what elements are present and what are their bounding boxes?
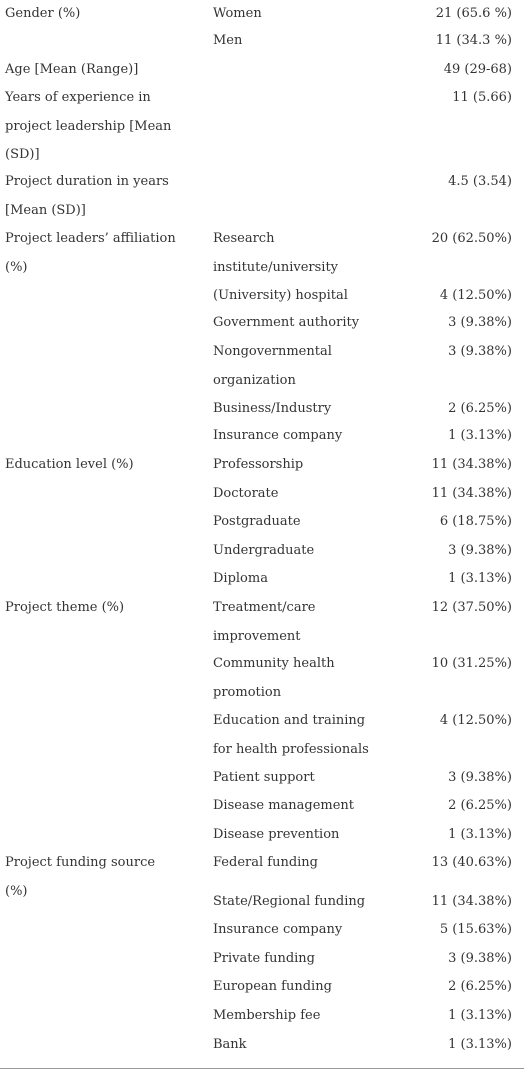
subcategory-cell-line: Doctorate (213, 486, 279, 501)
subcategory-cell-line: for health professionals (213, 741, 369, 757)
value-cell: 6 (18.75%) (439, 514, 512, 529)
value-cell: 1 (3.13%) (448, 428, 512, 443)
value-cell: 3 (9.38%) (448, 315, 512, 330)
category-cell (5, 84, 195, 170)
value-cell: 10 (31.25%) (431, 656, 512, 671)
subcategory-cell (213, 650, 383, 707)
subcategory-cell (213, 225, 383, 282)
value-cell: 4 (12.50%) (439, 288, 512, 303)
subcategory-cell-line: organization (213, 372, 296, 388)
subcategory-cell-line: Patient support (213, 770, 315, 785)
value-cell: 1 (3.13%) (448, 1037, 512, 1052)
value-cell: 3 (9.38%) (448, 543, 512, 558)
subcategory-cell (213, 888, 383, 917)
category-cell-line: (%) (5, 259, 28, 275)
subcategory-cell-line: Women (213, 6, 262, 21)
category-cell-line: Project duration in years (5, 174, 169, 189)
subcategory-cell (213, 282, 383, 311)
category-cell-line: Gender (%) (5, 6, 81, 21)
subcategory-cell (213, 480, 383, 509)
value-cell: 11 (34.38%) (431, 457, 512, 472)
category-cell-line: Project funding source (5, 855, 156, 870)
subcategory-cell (213, 849, 383, 878)
value-cell: 11 (34.38%) (431, 894, 512, 909)
category-cell-line: (SD)] (5, 147, 40, 162)
category-cell-line: [Mean (SD)] (5, 202, 86, 218)
subcategory-cell-line: institute/university (213, 259, 339, 275)
subcategory-cell (213, 973, 383, 1002)
value-cell: 11 (34.38%) (431, 486, 512, 501)
category-cell-line: (%) (5, 883, 28, 899)
subcategory-cell-line: Disease prevention (213, 827, 340, 842)
subcategory-cell-line: Business/Industry (213, 401, 332, 416)
subcategory-cell-line: European funding (213, 979, 332, 994)
value-cell: 2 (6.25%) (448, 798, 512, 813)
subcategory-cell-line: Insurance company (213, 428, 343, 443)
value-cell: 21 (65.6 %) (435, 6, 512, 21)
subcategory-cell (213, 0, 383, 29)
subcategory-cell (213, 821, 383, 850)
subcategory-cell-line: Treatment/care (213, 600, 316, 615)
category-cell-line: Age [Mean (Range)] (5, 62, 139, 77)
subcategory-cell-line: Research (213, 231, 275, 246)
subcategory-cell-line: Government authority (213, 315, 360, 330)
subcategory-cell-line: Bank (213, 1037, 247, 1052)
subcategory-cell (213, 451, 383, 480)
subcategory-cell-line: improvement (213, 628, 301, 644)
value-cell: 2 (6.25%) (448, 401, 512, 416)
subcategory-cell-line: Education and training (213, 713, 366, 728)
value-cell: 4.5 (3.54) (448, 174, 512, 189)
subcategory-cell (213, 309, 383, 338)
category-cell (5, 225, 195, 282)
value-cell: 2 (6.25%) (448, 979, 512, 994)
value-cell: 4 (12.50%) (439, 713, 512, 728)
subcategory-cell (213, 707, 383, 764)
category-cell (5, 168, 195, 225)
subcategory-cell-line: Federal funding (213, 855, 319, 870)
subcategory-cell-line: Community health (213, 656, 335, 671)
subcategory-cell (213, 916, 383, 945)
subcategory-cell-line: (University) hospital (213, 288, 348, 303)
value-cell: 11 (5.66) (452, 90, 512, 105)
value-cell: 49 (29-68) (443, 62, 512, 77)
subcategory-cell-line: Disease management (213, 798, 355, 813)
subcategory-cell-line: Private funding (213, 951, 315, 966)
subcategory-cell (213, 537, 383, 566)
subcategory-cell (213, 764, 383, 793)
category-cell (5, 451, 195, 480)
category-cell-line: Education level (%) (5, 457, 134, 472)
category-cell-line: Years of experience in (5, 90, 151, 105)
subcategory-cell (213, 1031, 383, 1060)
subcategory-cell (213, 594, 383, 651)
category-cell-line: Project theme (%) (5, 600, 125, 615)
subcategory-cell (213, 945, 383, 974)
value-cell: 1 (3.13%) (448, 827, 512, 842)
subcategory-cell (213, 565, 383, 594)
subcategory-cell-line: Insurance company (213, 922, 343, 937)
value-cell: 1 (3.13%) (448, 571, 512, 586)
subcategory-cell-line: Postgraduate (213, 514, 301, 529)
subcategory-cell (213, 395, 383, 424)
subcategory-cell (213, 792, 383, 821)
value-cell: 13 (40.63%) (431, 855, 512, 870)
subcategory-cell-line: Professorship (213, 457, 304, 472)
subcategory-cell-line: promotion (213, 684, 282, 700)
subcategory-cell (213, 508, 383, 537)
category-cell-line: Project leaders’ affiliation (5, 231, 176, 246)
subcategory-cell-line: Undergraduate (213, 543, 315, 558)
value-cell: 5 (15.63%) (439, 922, 512, 937)
category-cell (5, 594, 195, 623)
subcategory-cell-line: Diploma (213, 571, 268, 586)
category-cell (5, 0, 195, 29)
value-cell: 20 (62.50%) (431, 231, 512, 246)
subcategory-cell-line: Nongovernmental (213, 344, 332, 359)
value-cell: 11 (34.3 %) (435, 33, 512, 48)
value-cell: 3 (9.38%) (448, 770, 512, 785)
category-cell (5, 849, 195, 906)
subcategory-cell (213, 27, 383, 56)
value-cell: 3 (9.38%) (448, 344, 512, 359)
subcategory-cell-line: Men (213, 33, 243, 48)
subcategory-cell (213, 338, 383, 395)
table-bottom-rule (0, 1068, 524, 1069)
category-cell (5, 56, 195, 85)
subcategory-cell (213, 422, 383, 451)
value-cell: 1 (3.13%) (448, 1008, 512, 1023)
value-cell: 3 (9.38%) (448, 951, 512, 966)
subcategory-cell-line: Membership fee (213, 1008, 321, 1023)
subcategory-cell (213, 1002, 383, 1031)
category-cell-line: project leadership [Mean (5, 118, 172, 134)
value-cell: 12 (37.50%) (431, 600, 512, 615)
subcategory-cell-line: State/Regional funding (213, 894, 366, 909)
